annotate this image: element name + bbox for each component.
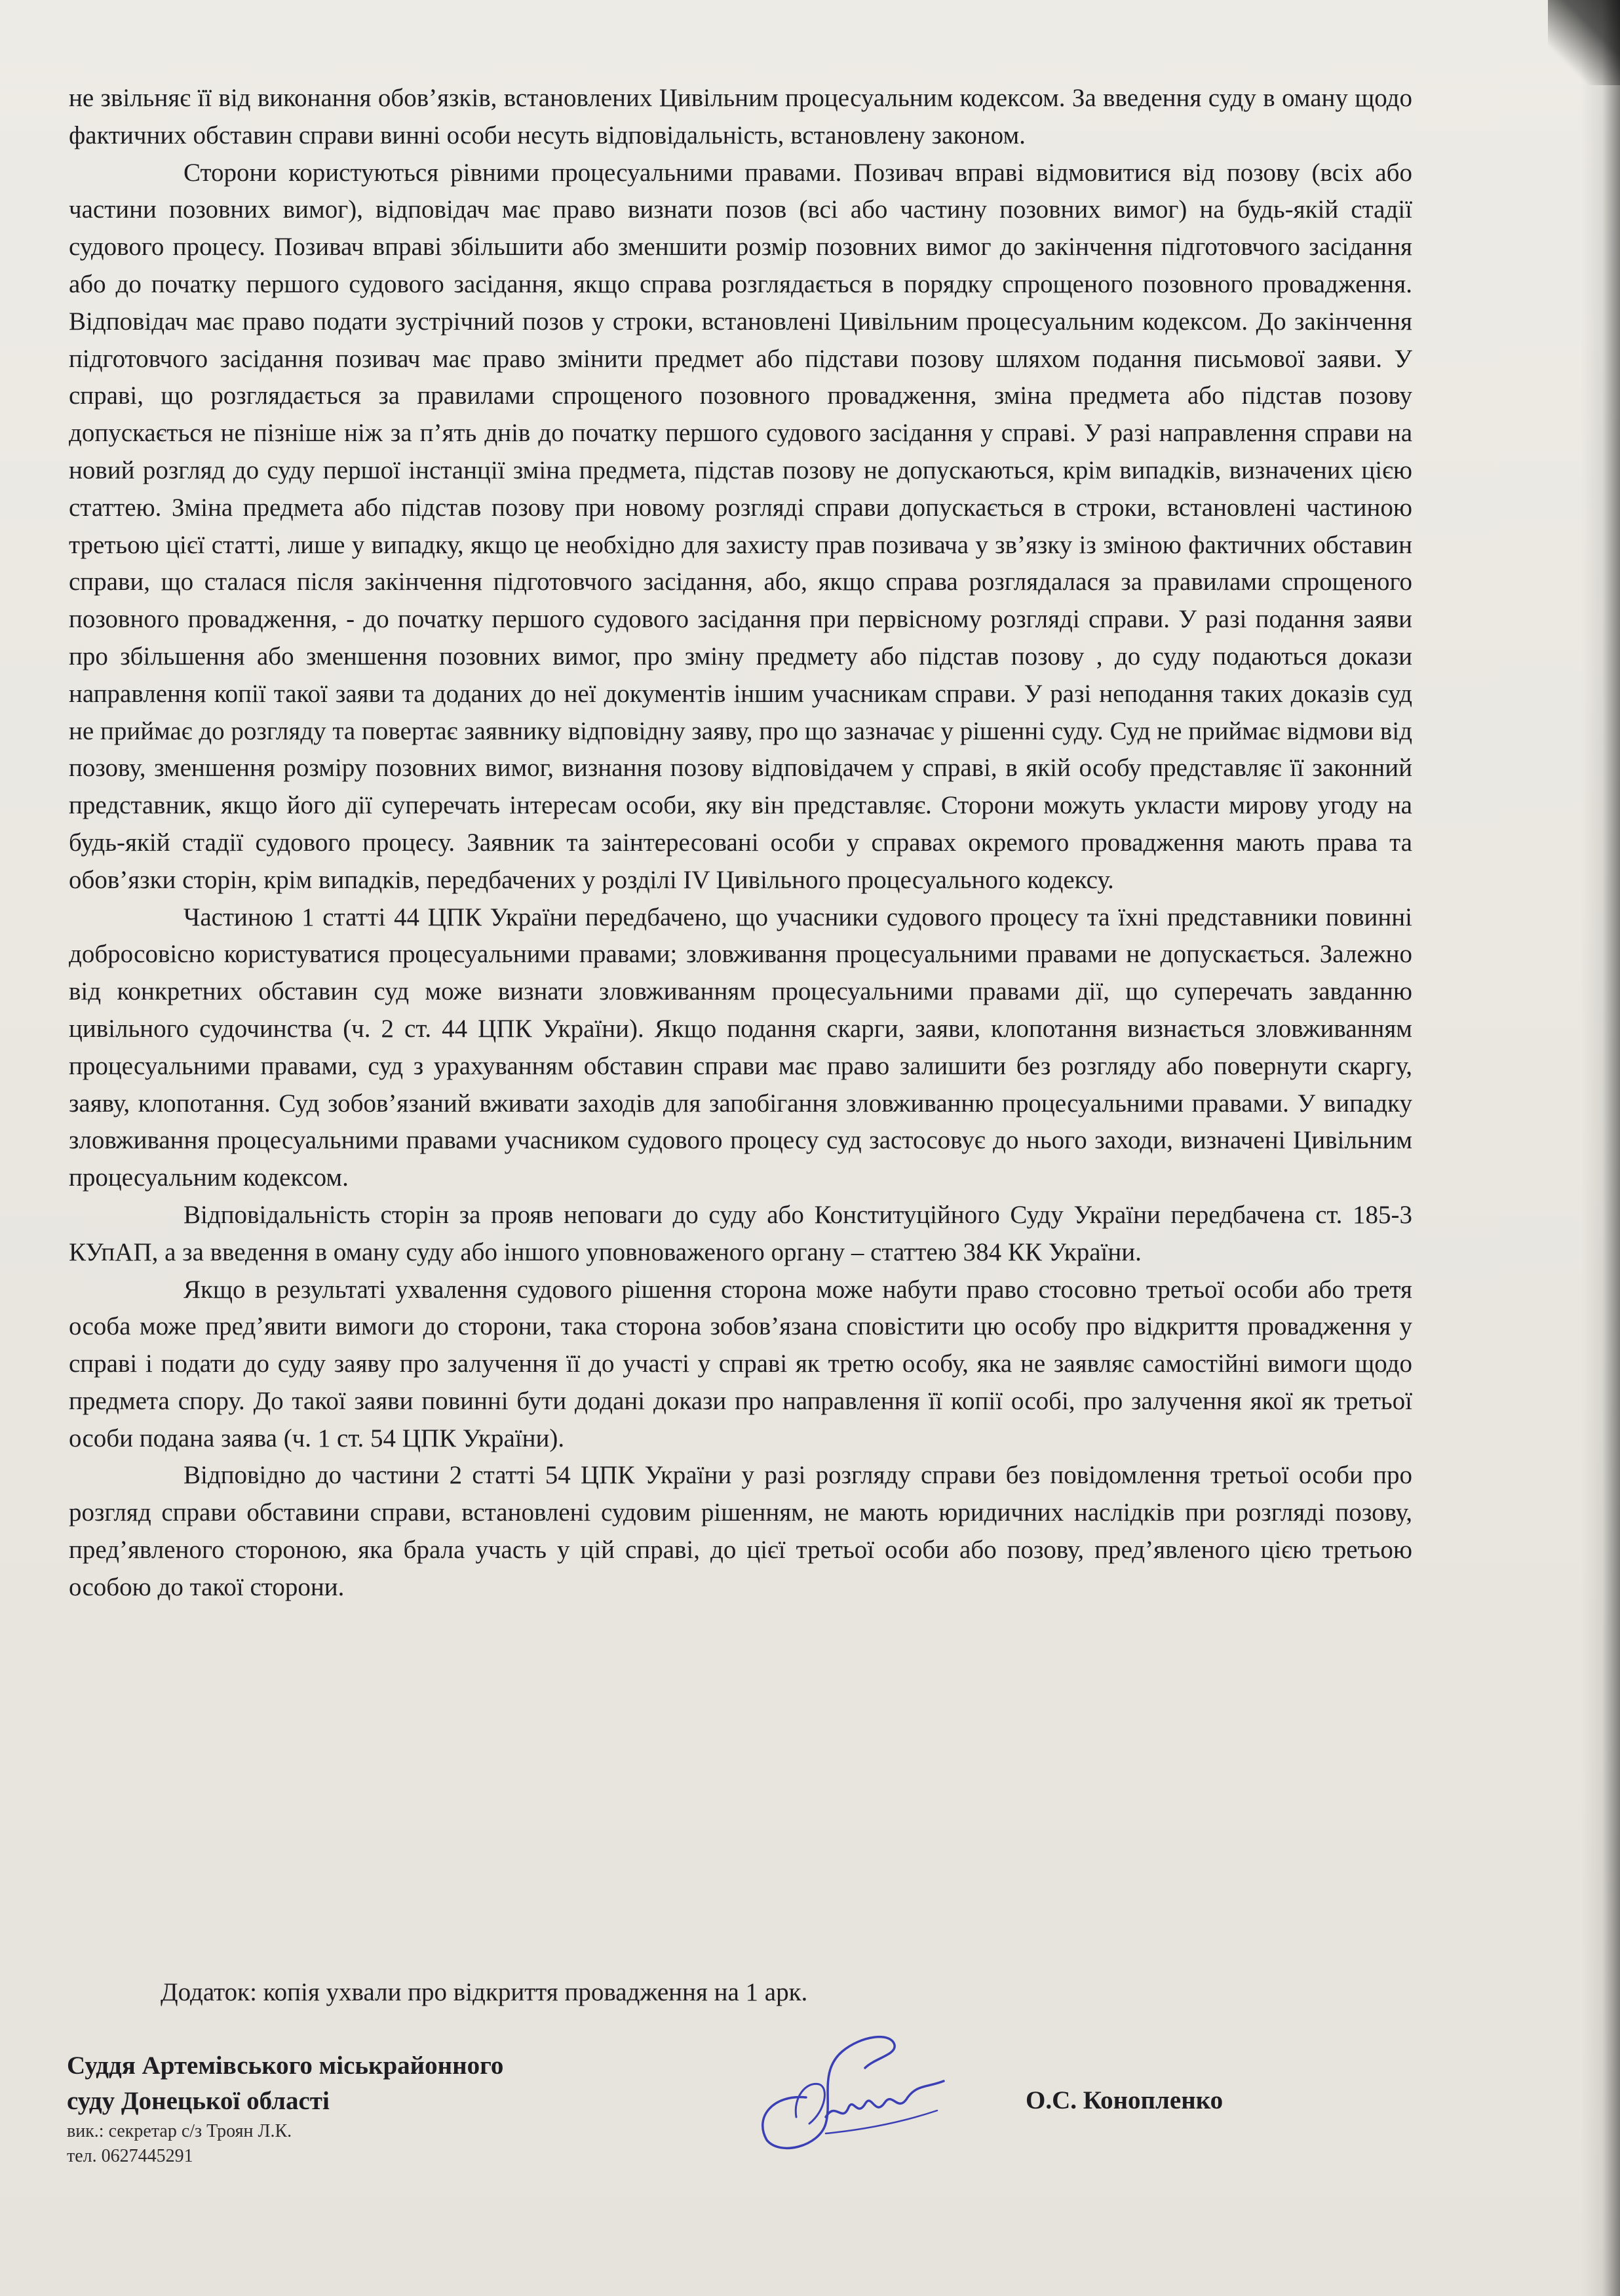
paragraph-third-party-consequences: Відповідно до частини 2 статті 54 ЦПК України у разі розгляду справи без повідомлення третьої особи про розгляд справи обставини справи, встановлені судовим рішенням, не мають юридичних наслідків при розгляді позову, пред’явленого стороною, яка брала участь у цій справі, до цієї третьої особи або позову, пред’явленого цією третьою особою до такої сторони. <box>69 1461 1412 1601</box>
executor-line: вик.: секретар с/з Троян Л.К. <box>67 2121 292 2141</box>
judge-title-line-1: Суддя Артемівського міськрайонного <box>67 2052 504 2080</box>
signature-block <box>67 2048 657 2169</box>
paragraph-continuation: не звільняє її від виконання обов’язків, встановлених Цивільним процесуальним кодексом. За введення суду в оману щодо фактичних обставин справи винні особи несуть відповідальність, встановлену законом. <box>69 84 1412 149</box>
handwritten-signature <box>727 2019 963 2156</box>
paragraph-party-rights: Сторони користуються рівними процесуальними правами. Позивач вправі відмовитися від позову (всіх або частини позовних вимог), відповідач має право визнати позов (всі або частину позовних вимог) на будь-якій стадії судового процесу. Позивач вправі збільшити або зменшити розмір позовних вимог до закінчення підготовчого засідання або до початку першого судового засідання, якщо справа розглядається в порядку спрощеного позовного провадження. Відповідач має право подати зустрічний позов у строки, встановлені Цивільним процесуальним кодексом. До закінчення підготовчого засідання позивач має право змінити предмет або підстави позову шляхом подання письмової заяви. У справі, що розглядається за правилами спрощеного позовного провадження, зміна предмета або підстав позову допускається не пізніше ніж за п’ять днів до початку першого судового засідання у справі. У разі направлення справи на новий розгляд до суду першої інстанції зміна предмета, підстав позову не допускаються, крім випадків, визначених цією статтею. Зміна предмета або підстав позову при новому розгляді справи допускається в строки, встановлені частиною третьою цієї статті, лише у випадку, якщо це необхідно для захисту прав позивача у зв’язку із зміною фактичних обставин справи, що сталася після закінчення підготовчого засідання, або, якщо справа розглядалася за правилами спрощеного позовного провадження, - до початку першого судового засідання при первісному розгляді справи. У разі подання заяви про збільшення або зменшення позовних вимог, про зміну предмету або підстав позову , до суду подаються докази направлення копії такої заяви та доданих до неї документів іншим учасникам справи. У разі неподання таких доказів суд не приймає до розгляду та повертає заявнику відповідну заяву, про що зазначає у рішенні суду. Суд не приймає відмови від позову, зменшення розміру позовних вимог, визнання позову відповідачем у справі, в якій особу представляє її законний представник, якщо його дії суперечать інтересам особи, яку він представляє. Сторони можуть укласти мирову угоду на будь-якій стадії судового процесу. Заявник та заінтересовані особи у справах окремого провадження мають права та обов’язки сторін, крім випадків, передбачених у розділі IV Цивільного процесуального кодексу. <box>69 158 1412 894</box>
phone-line: тел. 0627445291 <box>67 2146 193 2166</box>
signature-stroke-loop <box>763 2037 895 2149</box>
attachment-note: Додаток: копія ухвали про відкриття провадження на 1 арк. <box>161 1978 808 2006</box>
scan-edge-shadow <box>1581 0 1620 2296</box>
signature-stroke-tail <box>826 2081 944 2117</box>
judge-name: О.С. Конопленко <box>1026 2086 1224 2114</box>
paragraph-third-party: Якщо в результаті ухвалення судового рішення сторона може набути право стосовно третьої особи або третя особа може пред’явити вимоги до сторони, така сторона зобов’язана сповістити цю особу про відкриття провадження у справі і подати до суду заяву про залучення її до участі у справі як третю особу, яка не заявляє самостійні вимоги щодо предмета спору. До такої заяви повинні бути додані докази про направлення її копії особі, про залучення якої як третьої особи подана заява (ч. 1 ст. 54 ЦПК України). <box>69 1275 1412 1452</box>
document-body <box>69 80 1412 1606</box>
paragraph-liability: Відповідальність сторін за прояв неповаги до суду або Конституційного Суду України передбачена ст. 185-3 КУпАП, а за введення в оману суду або іншого уповноваженого органу – статтею 384 КК України. <box>69 1200 1412 1266</box>
signature-stroke-inner <box>796 2084 824 2124</box>
judge-title-line-2: суду Донецької області <box>67 2087 330 2115</box>
paragraph-abuse-of-rights: Частиною 1 статті 44 ЦПК України передбачено, що учасники судового процесу та їхні представники повинні добросовісно користуватися процесуальними правами; зловживання процесуальними правами не допускається. Залежно від конкретних обставин суд може визнати зловживанням процесуальними правами дії, що суперечать завданню цивільного судочинства (ч. 2 ст. 44 ЦПК України). Якщо подання скарги, заяви, клопотання визнається зловживанням процесуальними правами, суд з урахуванням обставин справи має право залишити без розгляду або повернути скаргу, заяву, клопотання. Суд зобов’язаний вживати заходів для запобігання зловживанню процесуальними правами. У випадку зловживання процесуальними правами учасником судового процесу суд застосовує до нього заходи, визначені Цивільним процесуальним кодексом. <box>69 903 1412 1192</box>
